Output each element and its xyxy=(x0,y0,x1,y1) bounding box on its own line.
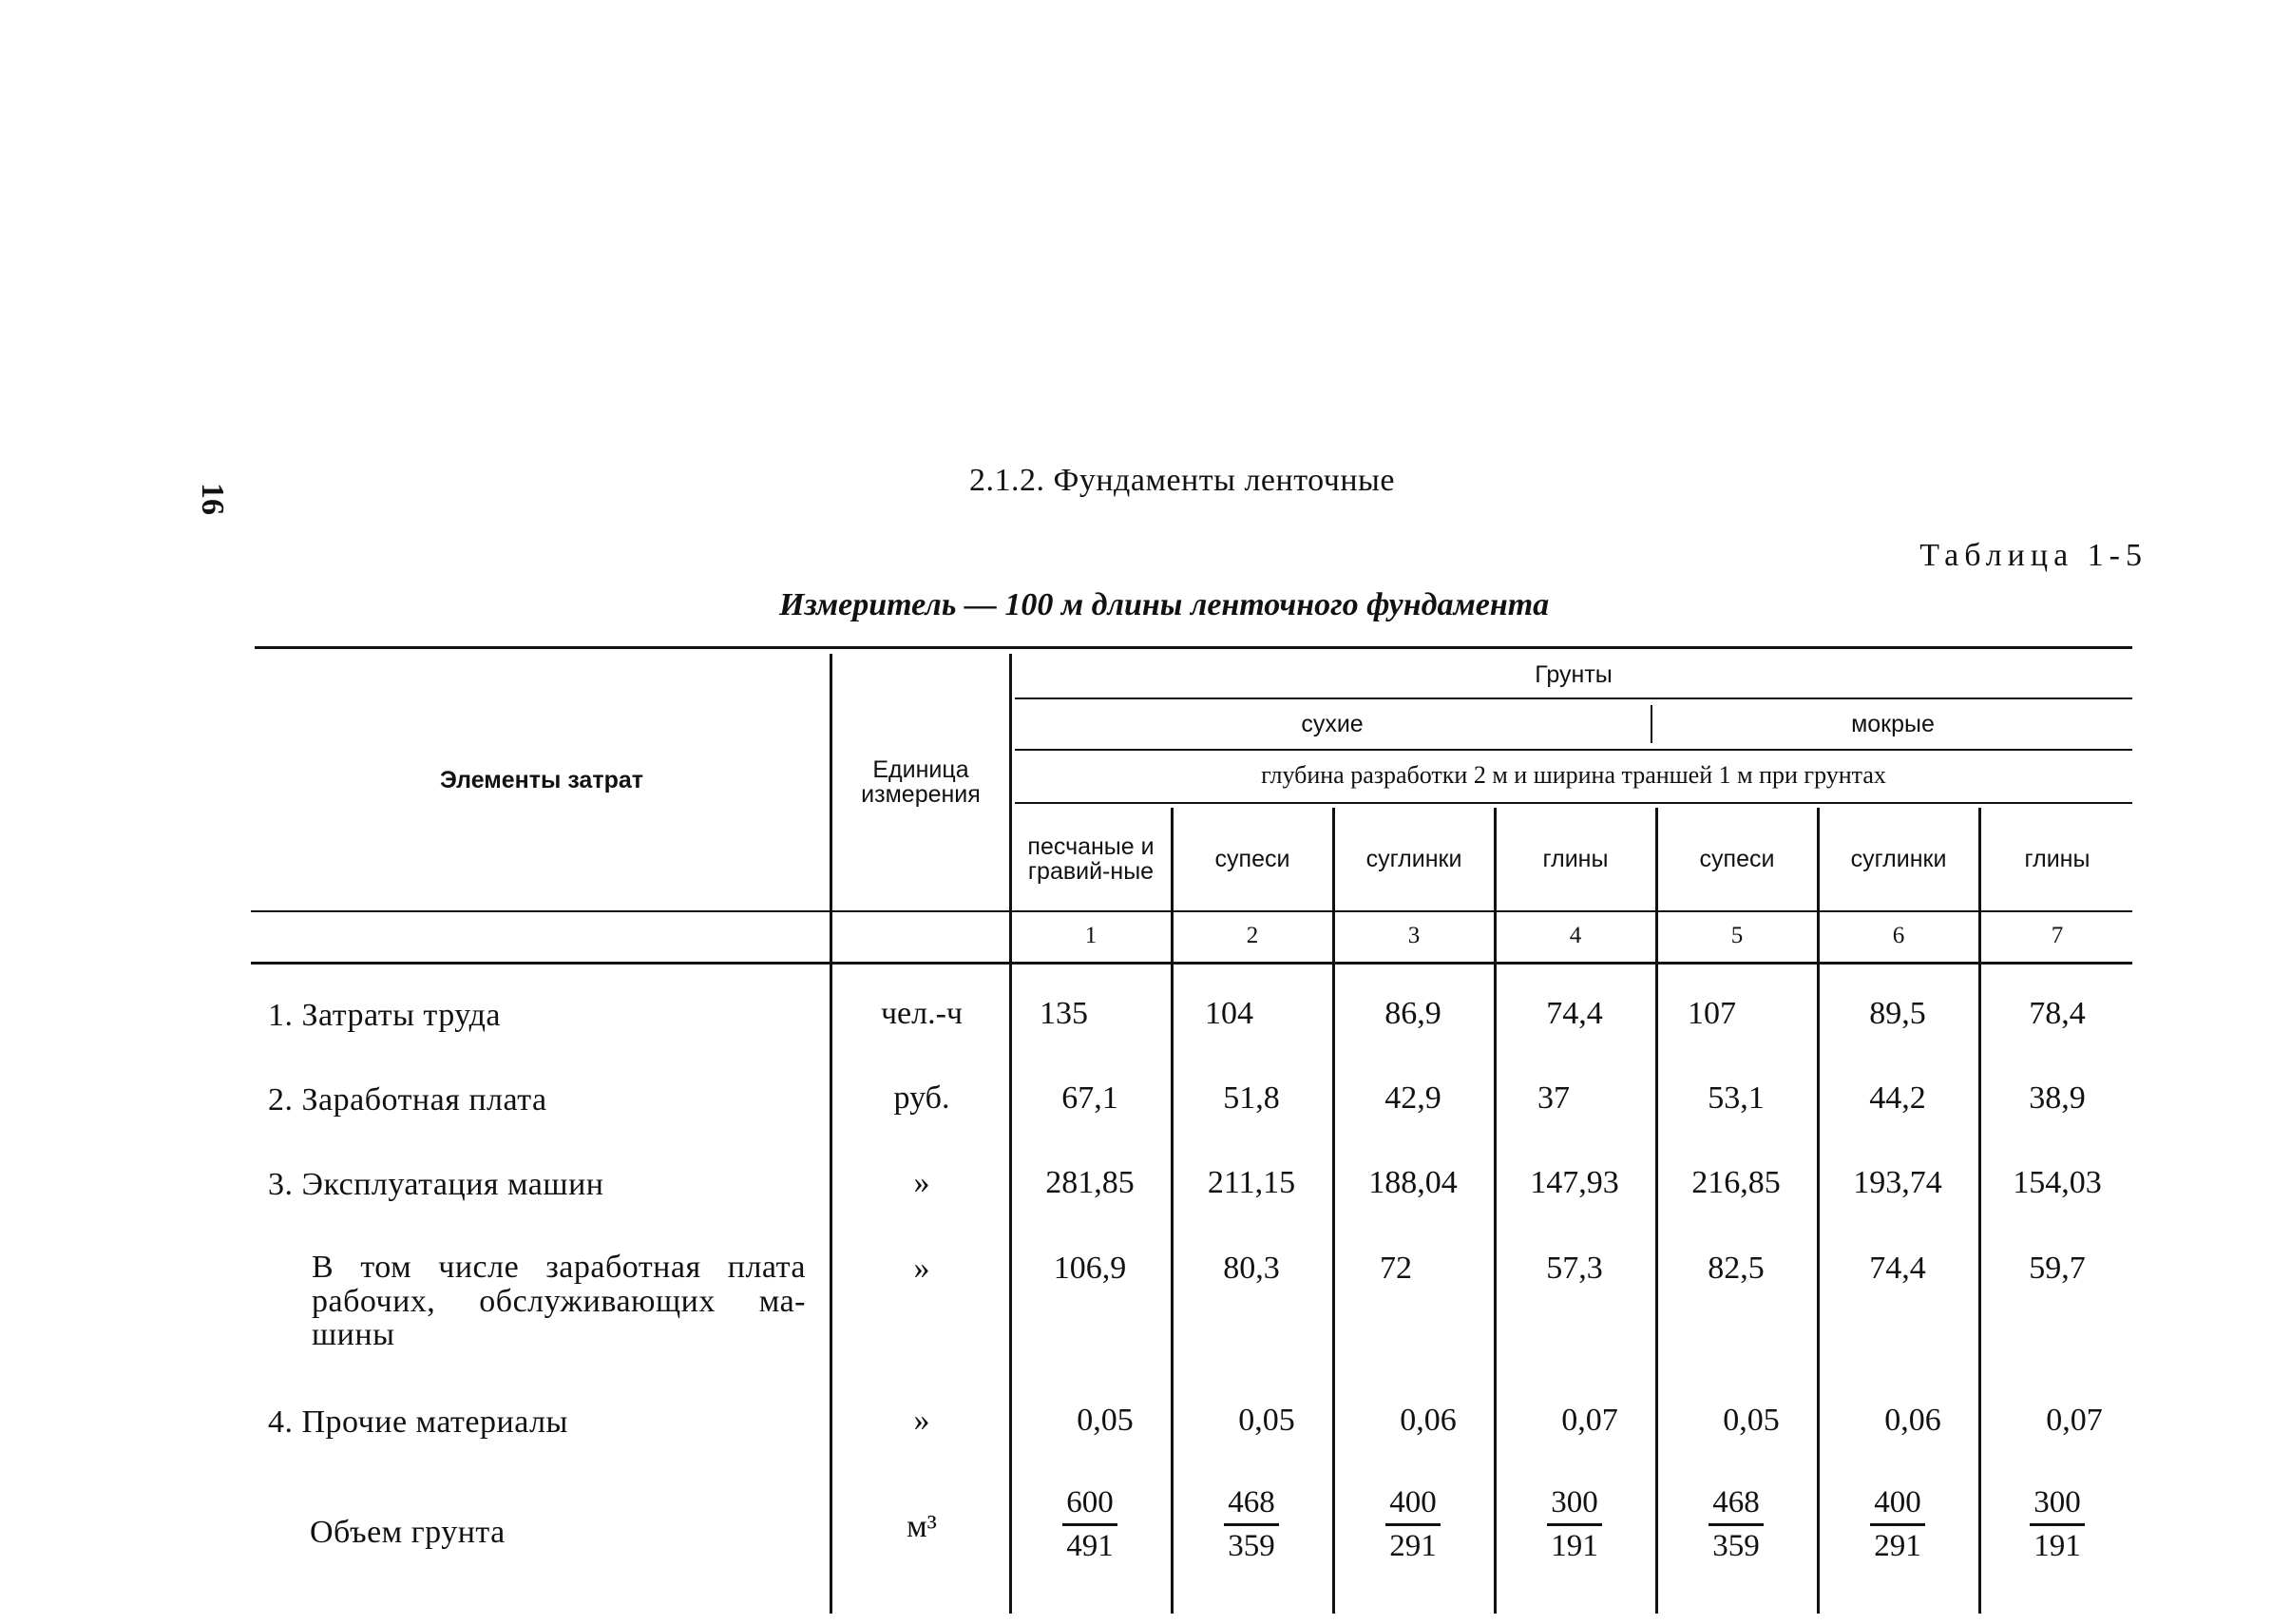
header-type-1: песчаные и гравий-ные xyxy=(1027,832,1155,885)
volume-numerator: 468 xyxy=(1224,1482,1279,1526)
rule-soils xyxy=(1015,697,2132,699)
volume-denominator: 359 xyxy=(1712,1528,1760,1563)
cell-machines-7: 154,03 xyxy=(2013,1165,2102,1200)
page-number: 16 xyxy=(195,483,230,515)
header-number-3: 3 xyxy=(1407,922,1421,948)
volume-numerator: 400 xyxy=(1385,1482,1441,1526)
row-label-materials: 4. Прочие материалы xyxy=(268,1404,568,1440)
row-unit-materials: » xyxy=(913,1403,930,1438)
row-unit-wages: руб. xyxy=(893,1080,950,1116)
volume-numerator: 400 xyxy=(1870,1482,1925,1526)
cell-machines-1: 281,85 xyxy=(1045,1165,1135,1200)
cell-materials-6: 0,06 xyxy=(1884,1403,1941,1438)
rule-depth xyxy=(1015,802,2132,804)
volume-denominator: 491 xyxy=(1066,1528,1114,1563)
row-unit-volume: м³ xyxy=(907,1509,937,1544)
cell-machine-wages-6: 74,4 xyxy=(1869,1251,1926,1286)
vline-dry-wet xyxy=(1651,705,1652,743)
header-type-2: супеси xyxy=(1214,845,1290,872)
rule-header-bottom xyxy=(251,910,2132,912)
measure-caption: Измеритель — 100 м длины ленточного фундамента xyxy=(779,587,1550,622)
cell-wages-1: 67,1 xyxy=(1061,1080,1118,1116)
vline-col-2 xyxy=(1171,808,1174,1614)
cell-labor-6: 89,5 xyxy=(1869,996,1926,1031)
volume-denominator: 359 xyxy=(1228,1528,1275,1563)
volume-numerator: 300 xyxy=(2030,1482,2085,1526)
header-soils: Грунты xyxy=(1535,660,1613,688)
header-number-5: 5 xyxy=(1730,922,1744,948)
cell-wages-5: 53,1 xyxy=(1708,1080,1765,1116)
header-type-6: суглинки xyxy=(1850,845,1947,872)
cell-materials-7: 0,07 xyxy=(2046,1403,2103,1438)
volume-denominator: 291 xyxy=(1389,1528,1437,1563)
header-unit: Единица измерения xyxy=(861,755,981,808)
cell-machine-wages-3: 72 xyxy=(1380,1251,1412,1286)
volume-fraction-5 xyxy=(1665,1482,1807,1567)
header-number-2: 2 xyxy=(1246,922,1259,948)
volume-fraction-7 xyxy=(1986,1482,2129,1567)
rule-numbers-bottom xyxy=(251,962,2132,965)
cell-materials-5: 0,05 xyxy=(1723,1403,1780,1438)
header-number-1: 1 xyxy=(1084,922,1098,948)
cell-machines-4: 147,93 xyxy=(1530,1165,1619,1200)
header-depth: глубина разработки 2 м и ширина траншей 1 м при грунтах xyxy=(1261,761,1886,790)
header-wet: мокрые xyxy=(1851,710,1935,737)
volume-fraction-4 xyxy=(1503,1482,1646,1567)
cell-machine-wages-4: 57,3 xyxy=(1546,1251,1603,1286)
vline-col-4 xyxy=(1494,808,1497,1614)
row-unit-machines: » xyxy=(913,1165,930,1200)
header-type-5: супеси xyxy=(1699,845,1775,872)
cell-materials-2: 0,05 xyxy=(1238,1403,1295,1438)
volume-numerator: 300 xyxy=(1547,1482,1602,1526)
cell-labor-3: 86,9 xyxy=(1384,996,1441,1031)
cell-materials-4: 0,07 xyxy=(1561,1403,1618,1438)
row-label-wages: 2. Заработная плата xyxy=(268,1082,547,1118)
volume-denominator: 291 xyxy=(1874,1528,1921,1563)
cell-labor-7: 78,4 xyxy=(2029,996,2086,1031)
cell-machine-wages-7: 59,7 xyxy=(2029,1251,2086,1286)
row-unit-machine-wages: » xyxy=(913,1251,930,1286)
volume-denominator: 191 xyxy=(1551,1528,1598,1563)
row-unit-labor: чел.-ч xyxy=(880,996,964,1031)
header-number-7: 7 xyxy=(2051,922,2064,948)
cell-machines-5: 216,85 xyxy=(1691,1165,1781,1200)
table-label: Таблица 1-5 xyxy=(1919,538,2148,573)
section-title: 2.1.2. Фундаменты ленточные xyxy=(969,463,1395,498)
row-label-labor: 1. Затраты труда xyxy=(268,998,502,1033)
cell-labor-4: 74,4 xyxy=(1546,996,1603,1031)
cell-labor-5: 107 xyxy=(1688,996,1736,1031)
vline-col-3 xyxy=(1332,808,1335,1614)
header-type-7: глины xyxy=(2024,845,2091,872)
cell-labor-1: 135 xyxy=(1040,996,1088,1031)
cell-machine-wages-5: 82,5 xyxy=(1708,1251,1765,1286)
rule-dry-wet xyxy=(1015,749,2132,751)
cell-machines-3: 188,04 xyxy=(1368,1165,1458,1200)
row-label-machines: 3. Эксплуатация машин xyxy=(268,1167,604,1202)
volume-numerator: 468 xyxy=(1709,1482,1764,1526)
header-number-6: 6 xyxy=(1892,922,1905,948)
cell-wages-6: 44,2 xyxy=(1869,1080,1926,1116)
cell-machines-6: 193,74 xyxy=(1853,1165,1942,1200)
cell-materials-1: 0,05 xyxy=(1077,1403,1134,1438)
vline-col-7 xyxy=(1978,808,1981,1614)
row-label-machine-wages: В том числе заработная плата рабочих, обслуживающих ма-шины xyxy=(312,1250,806,1353)
cell-machine-wages-2: 80,3 xyxy=(1223,1251,1280,1286)
volume-numerator: 600 xyxy=(1062,1482,1117,1526)
cell-labor-2: 104 xyxy=(1205,996,1253,1031)
vline-elements-unit xyxy=(830,654,832,1614)
cell-wages-4: 37 xyxy=(1537,1080,1570,1116)
volume-fraction-6 xyxy=(1826,1482,1969,1567)
header-type-4: глины xyxy=(1542,845,1609,872)
vline-col-5 xyxy=(1655,808,1658,1614)
header-elements: Элементы затрат xyxy=(440,766,643,793)
header-type-3: суглинки xyxy=(1365,845,1462,872)
volume-fraction-3 xyxy=(1342,1482,1484,1567)
cell-materials-3: 0,06 xyxy=(1400,1403,1457,1438)
cell-machine-wages-1: 106,9 xyxy=(1053,1251,1127,1286)
row-label-volume: Объем грунта xyxy=(310,1515,506,1550)
cell-wages-3: 42,9 xyxy=(1384,1080,1441,1116)
header-number-4: 4 xyxy=(1569,922,1582,948)
header-dry: сухие xyxy=(1301,710,1364,737)
vline-col-6 xyxy=(1817,808,1820,1614)
table-top-rule xyxy=(255,646,2132,649)
cell-machines-2: 211,15 xyxy=(1207,1165,1296,1200)
vline-unit-data xyxy=(1009,654,1012,1614)
cell-wages-7: 38,9 xyxy=(2029,1080,2086,1116)
volume-fraction-1 xyxy=(1019,1482,1161,1567)
cell-wages-2: 51,8 xyxy=(1223,1080,1280,1116)
volume-denominator: 191 xyxy=(2033,1528,2081,1563)
volume-fraction-2 xyxy=(1180,1482,1323,1567)
